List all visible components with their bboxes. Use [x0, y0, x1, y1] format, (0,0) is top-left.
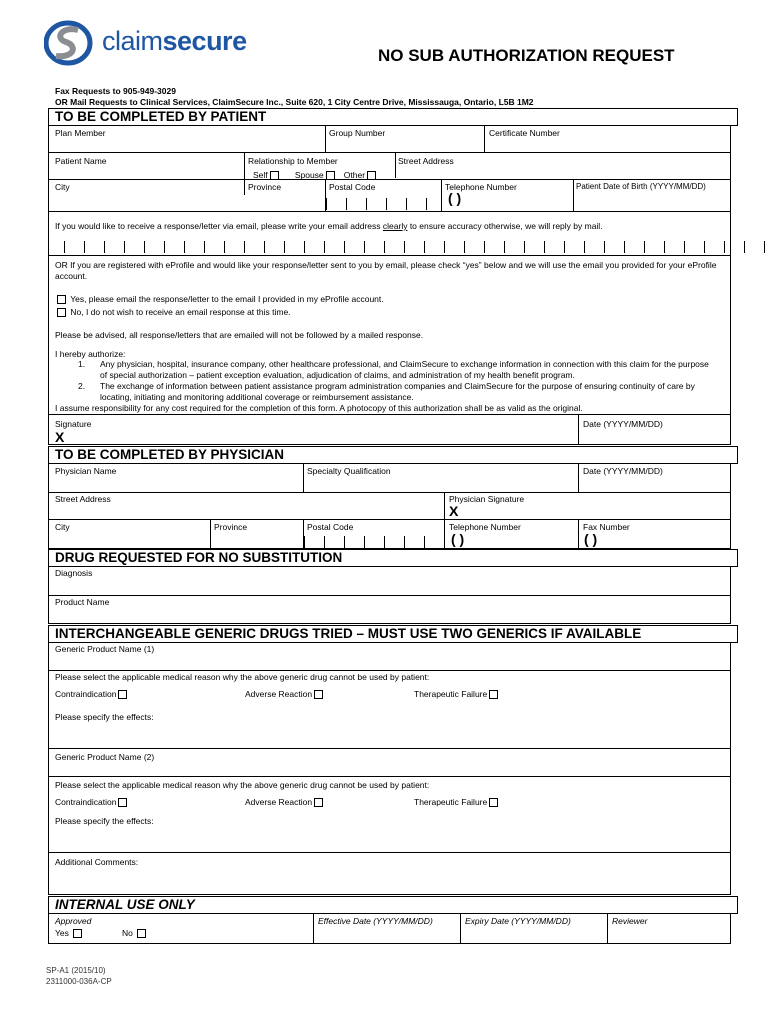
approved-yes-checkbox[interactable] [73, 929, 82, 938]
physician-signature-label: Physician Signature [449, 494, 525, 504]
generic-name1-label: Generic Product Name (1) [55, 644, 155, 654]
adverse2-checkbox[interactable] [314, 798, 323, 807]
contraindication2: Contraindication [55, 797, 129, 807]
reason1-text: Please select the applicable medical reason why the above generic drug cannot be used by patient: [55, 672, 430, 682]
postal-code-boxes[interactable] [326, 198, 446, 210]
assume-text: I assume responsibility for any cost required for the completion of this form. A photocopy of this authorization shall be as valid as the original. [55, 403, 583, 413]
physician-telephone-area-code[interactable]: ( ) [451, 531, 465, 547]
telephone-label: Telephone Number [445, 182, 517, 192]
effects2-label: Please specify the effects: [55, 816, 154, 826]
physician-date-label: Date (YYYY/MM/DD) [583, 466, 663, 476]
product-name-label: Product Name [55, 597, 110, 607]
form-title: NO SUB AUTHORIZATION REQUEST [378, 46, 675, 65]
form-id: 2311000-036A-CP [46, 977, 112, 986]
physician-postal-boxes[interactable] [304, 536, 444, 548]
diagnosis-label: Diagnosis [55, 568, 93, 578]
adverse1: Adverse Reaction [245, 689, 325, 699]
patient-date-label: Date (YYYY/MM/DD) [583, 419, 663, 429]
street-address-label: Street Address [398, 156, 454, 166]
telephone-area-code[interactable]: ( ) [448, 190, 462, 206]
physician-province-label: Province [214, 522, 248, 532]
physician-section-title: TO BE COMPLETED BY PHYSICIAN [48, 446, 738, 464]
generic-name2-label: Generic Product Name (2) [55, 752, 155, 762]
effects1-label: Please specify the effects: [55, 712, 154, 722]
certificate-number-label: Certificate Number [489, 128, 560, 138]
form-code: SP-A1 (2015/10) [46, 966, 106, 975]
internal-section-title: INTERNAL USE ONLY [48, 896, 738, 914]
no-email-checkbox[interactable] [57, 308, 66, 317]
auth2-text: The exchange of information between patient assistance program administration companies and ClaimSecure for the purpose of ensuring continuity of care by locating, initiating and monitoring additional coverage or reimbursement assistance. [100, 381, 695, 402]
physician-fax-label: Fax Number [583, 522, 630, 532]
auth2-number: 2. [78, 381, 86, 391]
no-option: No, I do not wish to receive an email response at this time. [55, 307, 291, 318]
contraindication1-checkbox[interactable] [118, 690, 127, 699]
comments-label: Additional Comments: [55, 857, 139, 867]
other-label: Other [343, 170, 366, 180]
generics-section-title: INTERCHANGEABLE GENERIC DRUGS TRIED – MUST USE TWO GENERICS IF AVAILABLE [48, 625, 738, 643]
email-instruction: If you would like to receive a response/letter via email, please write your email address clearly to ensure accuracy otherwise, we will reply by mail. [55, 221, 603, 231]
plan-member-label: Plan Member [55, 128, 106, 138]
logo-swoosh-icon [44, 20, 98, 66]
patient-signature-label: Signature [55, 419, 92, 429]
authorize-text: I hereby authorize: [55, 349, 126, 359]
approved-no: No [122, 928, 148, 938]
physician-street-label: Street Address [55, 494, 111, 504]
adverse1-checkbox[interactable] [314, 690, 323, 699]
reason2-text: Please select the applicable medical reason why the above generic drug cannot be used by patient: [55, 780, 430, 790]
email-entry-boxes[interactable] [64, 241, 770, 253]
yes-email-checkbox[interactable] [57, 295, 66, 304]
relationship-label: Relationship to Member [248, 156, 338, 166]
mail-line: OR Mail Requests to Clinical Services, ClaimSecure Inc., Suite 620, 1 City Centre Drive, Mississauga, Ontario, L5B 1M2 [55, 97, 534, 107]
approved-yes: Yes [55, 928, 84, 938]
fax-line: Fax Requests to 905-949-3029 [55, 86, 176, 96]
eprofile-text: OR If you are registered with eProfile and would like your response/letter sent to you by email, please check “yes” below and we will use the email you provided for your eProfile account. [55, 260, 717, 281]
physician-city-label: City [55, 522, 70, 532]
therapeutic1: Therapeutic Failure [414, 689, 500, 699]
city-label: City [55, 182, 70, 192]
effective-date-label: Effective Date (YYYY/MM/DD) [318, 916, 433, 926]
physician-telephone-label: Telephone Number [449, 522, 521, 532]
therapeutic1-checkbox[interactable] [489, 690, 498, 699]
yes-option: Yes, please email the response/letter to the email I provided in my eProfile account. [55, 294, 384, 305]
physician-fax-area-code[interactable]: ( ) [584, 531, 598, 547]
province-label: Province [248, 182, 282, 192]
drug-section-title: DRUG REQUESTED FOR NO SUBSTITUTION [48, 549, 738, 567]
approved-label: Approved [55, 916, 92, 926]
auth1-text: Any physician, hospital, insurance company, other healthcare professional, and ClaimSecure to exchange information in connection with this claim for the purpose of special authorization – patient exception evaluation, adjudication of claims, and administration of my health benefit program. [100, 359, 709, 380]
group-number-label: Group Number [329, 128, 386, 138]
patient-section-title: TO BE COMPLETED BY PATIENT [48, 108, 738, 126]
specialty-label: Specialty Qualification [307, 466, 391, 476]
adverse2: Adverse Reaction [245, 797, 325, 807]
self-label: Self [253, 170, 268, 180]
spouse-label: Spouse [294, 170, 324, 180]
contraindication1: Contraindication [55, 689, 129, 699]
expiry-date-label: Expiry Date (YYYY/MM/DD) [465, 916, 571, 926]
claimsecure-logo [44, 20, 264, 68]
approved-no-checkbox[interactable] [137, 929, 146, 938]
auth1-number: 1. [78, 359, 86, 369]
patient-signature-x[interactable]: X [55, 429, 65, 445]
physician-name-label: Physician Name [55, 466, 117, 476]
advised-text: Please be advised, all response/letters that are emailed will not be followed by a mailed response. [55, 330, 424, 340]
dob-label: Patient Date of Birth (YYYY/MM/DD) [576, 182, 706, 191]
contraindication2-checkbox[interactable] [118, 798, 127, 807]
physician-postal-label: Postal Code [307, 522, 354, 532]
physician-signature-x[interactable]: X [449, 503, 459, 519]
logo-text: claimsecure [102, 26, 247, 56]
patient-name-label: Patient Name [55, 156, 107, 166]
therapeutic2: Therapeutic Failure [414, 797, 500, 807]
postal-code-label: Postal Code [329, 182, 376, 192]
reviewer-label: Reviewer [612, 916, 648, 926]
therapeutic2-checkbox[interactable] [489, 798, 498, 807]
